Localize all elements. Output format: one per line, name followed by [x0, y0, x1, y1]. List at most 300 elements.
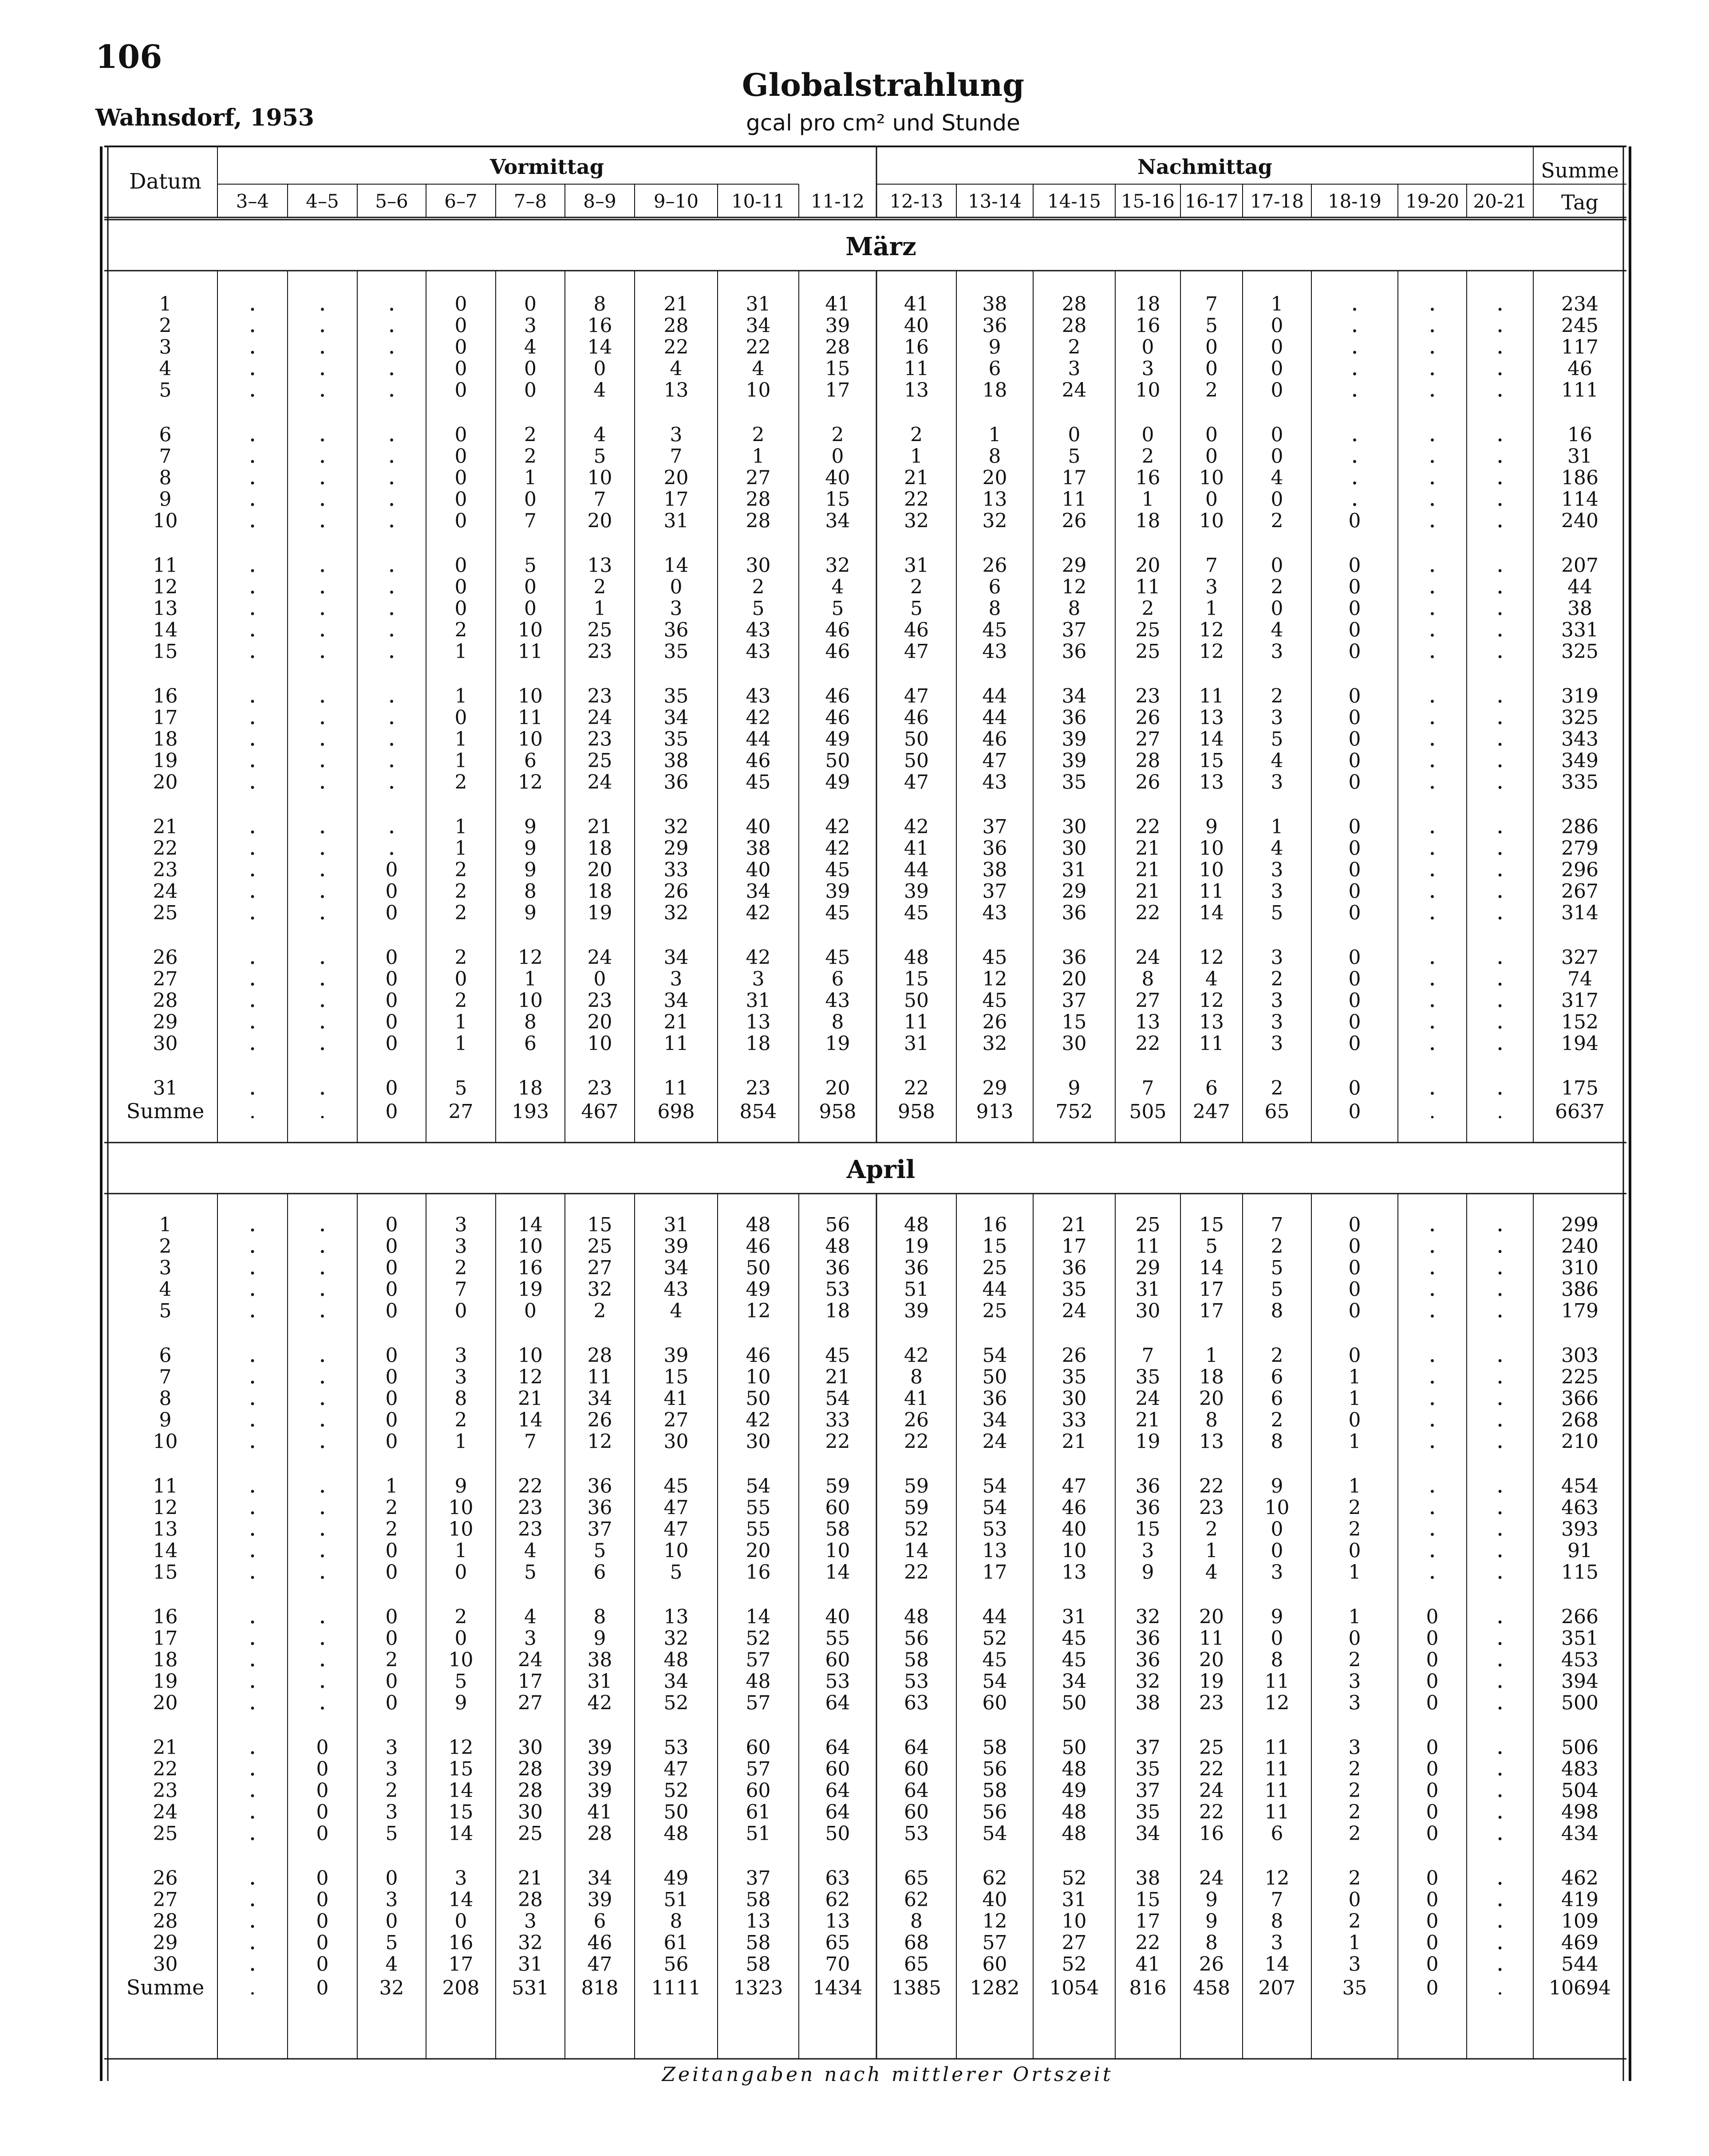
- hourly-value: 4: [670, 1300, 683, 1322]
- day-label: 25: [153, 902, 178, 924]
- hourly-value: 6: [988, 575, 1001, 599]
- hourly-value: .: [249, 354, 257, 381]
- hourly-value: 36: [982, 1387, 1007, 1410]
- hourly-value: 1: [1205, 1344, 1218, 1367]
- hourly-sum: .: [1497, 1977, 1503, 1999]
- hourly-value: 0: [385, 1561, 398, 1584]
- hourly-value: 70: [825, 1953, 850, 1976]
- hourly-value: 0: [316, 1931, 329, 1954]
- hourly-value: .: [1496, 834, 1504, 861]
- hourly-value: 20: [746, 1539, 771, 1562]
- hourly-value: 0: [670, 575, 683, 599]
- hourly-value: 2: [831, 423, 844, 446]
- hourly-value: .: [319, 1210, 326, 1237]
- hourly-value: 35: [1135, 1801, 1160, 1824]
- hourly-value: 12: [448, 1736, 474, 1759]
- hourly-value: 13: [825, 1910, 850, 1933]
- hourly-value: 42: [746, 902, 771, 924]
- hourly-value: 48: [663, 1648, 689, 1671]
- hourly-value: 0: [1348, 968, 1361, 990]
- hourly-value: 9: [454, 1691, 467, 1715]
- hourly-value: .: [1496, 485, 1504, 512]
- hourly-value: 32: [587, 1278, 612, 1301]
- hourly-value: .: [1496, 506, 1504, 533]
- hourly-value: 10: [518, 685, 543, 708]
- hourly-value: 34: [982, 1409, 1007, 1431]
- hourly-value: 1: [524, 968, 537, 990]
- hourly-value: .: [249, 1885, 257, 1912]
- hourly-value: 35: [663, 685, 689, 708]
- hourly-value: 5: [454, 1670, 467, 1693]
- hourly-value: 30: [518, 1736, 543, 1759]
- hourly-value: .: [1429, 877, 1436, 904]
- day-label: 30: [153, 1953, 178, 1976]
- hourly-value: 0: [454, 445, 467, 468]
- hourly-value: .: [319, 1008, 326, 1034]
- hourly-value: 10: [746, 1366, 771, 1388]
- hourly-value: 2: [1348, 1867, 1361, 1890]
- hourly-value: 31: [663, 509, 689, 532]
- hourly-value: 0: [385, 1605, 398, 1628]
- hourly-value: 17: [1199, 1278, 1224, 1301]
- hourly-value: .: [1429, 551, 1436, 578]
- day-total: 186: [1561, 466, 1598, 489]
- hourly-value: 0: [1141, 336, 1154, 359]
- hourly-value: .: [1429, 376, 1436, 402]
- hourly-value: 0: [316, 1953, 329, 1976]
- hourly-value: .: [1496, 1363, 1504, 1389]
- hourly-value: .: [1496, 1074, 1504, 1100]
- hourly-value: 4: [752, 357, 765, 380]
- hourly-value: 27: [1135, 728, 1160, 751]
- hourly-value: 11: [663, 1077, 689, 1100]
- hourly-value: 22: [746, 336, 771, 359]
- hourly-value: 21: [1062, 1430, 1087, 1453]
- hourly-value: 36: [1135, 1648, 1160, 1671]
- hourly-value: 54: [982, 1822, 1007, 1845]
- hourly-value: 39: [1062, 749, 1087, 772]
- hourly-value: 13: [587, 554, 612, 577]
- hourly-sum: 193: [512, 1100, 549, 1123]
- hourly-value: 43: [982, 771, 1007, 794]
- hourly-value: 9: [593, 1627, 606, 1650]
- hourly-value: 10: [1199, 509, 1224, 532]
- hourly-value: 7: [1141, 1077, 1154, 1100]
- hourly-value: 10: [1199, 466, 1224, 489]
- hourly-value: 13: [1062, 1561, 1087, 1584]
- hourly-value: 36: [982, 837, 1007, 860]
- hourly-value: 49: [746, 1278, 771, 1301]
- hourly-value: .: [1496, 463, 1504, 490]
- hourly-value: 46: [587, 1931, 612, 1954]
- day-total: 319: [1561, 685, 1598, 708]
- hour-header: 13-14: [967, 190, 1022, 212]
- summe-header: Summe: [1541, 158, 1619, 182]
- hourly-value: 11: [518, 640, 543, 663]
- hourly-value: .: [1496, 1645, 1504, 1672]
- hourly-value: .: [319, 1493, 326, 1520]
- hourly-value: 6: [1205, 1077, 1218, 1100]
- hourly-value: .: [1496, 376, 1504, 402]
- day-label: 11: [153, 1475, 178, 1498]
- hourly-value: 35: [1062, 1366, 1087, 1388]
- hourly-value: 42: [746, 946, 771, 969]
- hourly-value: 3: [1348, 1670, 1361, 1693]
- hourly-value: 4: [524, 1605, 537, 1628]
- hourly-value: 5: [752, 597, 765, 620]
- hourly-sum: 0: [1348, 1100, 1361, 1123]
- hourly-value: 31: [746, 989, 771, 1012]
- hourly-value: 34: [1062, 685, 1087, 708]
- hourly-value: 26: [1135, 706, 1160, 729]
- hourly-value: 55: [746, 1496, 771, 1519]
- day-total: 325: [1561, 706, 1598, 729]
- hourly-value: .: [1496, 637, 1504, 664]
- hourly-value: 34: [746, 880, 771, 903]
- hourly-value: .: [249, 1275, 257, 1302]
- hourly-value: 50: [904, 728, 929, 751]
- hourly-value: 0: [454, 488, 467, 511]
- hourly-value: 10: [448, 1648, 474, 1671]
- hourly-value: 4: [1271, 619, 1283, 642]
- hourly-value: 9: [524, 837, 537, 860]
- hourly-value: 3: [1068, 357, 1081, 380]
- hourly-value: 10: [825, 1539, 850, 1562]
- hourly-value: 0: [1348, 1888, 1361, 1911]
- hourly-value: 53: [825, 1670, 850, 1693]
- day-total: 366: [1561, 1387, 1598, 1410]
- hourly-value: 1: [593, 597, 606, 620]
- hourly-value: 12: [982, 1910, 1007, 1933]
- hourly-value: 45: [982, 989, 1007, 1012]
- hourly-value: .: [249, 637, 257, 664]
- hourly-value: 25: [518, 1822, 543, 1845]
- hourly-sum: 467: [581, 1100, 619, 1123]
- hourly-value: 0: [385, 1539, 398, 1562]
- hourly-value: 30: [746, 554, 771, 577]
- hourly-value: 36: [663, 771, 689, 794]
- day-total: 225: [1561, 1366, 1598, 1388]
- hourly-value: 52: [904, 1518, 929, 1541]
- hourly-value: 2: [1348, 1758, 1361, 1781]
- hourly-value: 22: [1199, 1758, 1224, 1781]
- hourly-value: 3: [454, 1235, 467, 1258]
- hourly-value: 52: [1062, 1953, 1087, 1976]
- hourly-value: 65: [904, 1953, 929, 1976]
- hourly-value: 13: [1199, 1011, 1224, 1033]
- hourly-value: 0: [454, 575, 467, 599]
- hourly-value: .: [1496, 877, 1504, 904]
- hourly-value: .: [319, 1515, 326, 1541]
- hourly-value: 18: [746, 1032, 771, 1055]
- hourly-value: .: [249, 1253, 257, 1280]
- hourly-value: 15: [1135, 1518, 1160, 1541]
- hourly-value: 15: [1199, 1214, 1224, 1236]
- day-label: 2: [159, 314, 172, 337]
- hourly-value: .: [249, 1472, 257, 1498]
- hourly-value: .: [319, 290, 326, 316]
- hourly-value: .: [319, 1427, 326, 1454]
- hourly-value: .: [1496, 354, 1504, 381]
- day-label: 27: [153, 968, 178, 990]
- hourly-sum: 913: [976, 1100, 1014, 1123]
- hourly-value: 32: [663, 816, 689, 838]
- hourly-value: 9: [1205, 816, 1218, 838]
- hourly-value: 33: [1062, 1409, 1087, 1431]
- hourly-value: 0: [1348, 1011, 1361, 1033]
- hourly-value: 0: [1271, 488, 1283, 511]
- hourly-value: 0: [1426, 1758, 1439, 1781]
- hourly-value: 0: [454, 1561, 467, 1584]
- hourly-value: .: [319, 572, 326, 599]
- nachmittag-header: Nachmittag: [1137, 155, 1272, 179]
- hourly-value: .: [1496, 1232, 1504, 1259]
- hourly-value: 2: [385, 1648, 398, 1671]
- day-label: 4: [159, 1278, 172, 1301]
- hourly-value: .: [1429, 485, 1436, 512]
- hourly-value: 56: [982, 1758, 1007, 1781]
- hourly-value: 2: [1348, 1779, 1361, 1802]
- hourly-value: 6: [1271, 1387, 1283, 1410]
- hourly-value: 21: [1135, 1409, 1160, 1431]
- hourly-value: 19: [1199, 1670, 1224, 1693]
- hourly-value: 8: [1205, 1409, 1218, 1431]
- hourly-sum: 958: [819, 1100, 856, 1123]
- hourly-value: .: [388, 551, 395, 578]
- hourly-value: .: [249, 1341, 257, 1368]
- hourly-value: 0: [385, 880, 398, 903]
- hourly-value: 58: [746, 1888, 771, 1911]
- hourly-value: 60: [825, 1496, 850, 1519]
- hourly-value: 44: [746, 728, 771, 751]
- hourly-sum: 207: [1258, 1977, 1296, 1999]
- hourly-value: 6: [524, 749, 537, 772]
- day-total: 498: [1561, 1801, 1598, 1824]
- hourly-value: 41: [825, 293, 850, 315]
- hourly-value: 44: [904, 859, 929, 881]
- hourly-value: 54: [982, 1475, 1007, 1498]
- hourly-sum: 1385: [892, 1977, 941, 1999]
- hourly-value: 48: [1062, 1758, 1087, 1781]
- day-total: 240: [1561, 1235, 1598, 1258]
- hourly-value: 49: [825, 771, 850, 794]
- hourly-value: 68: [904, 1931, 929, 1954]
- hourly-value: 20: [1199, 1605, 1224, 1628]
- hourly-value: 34: [1135, 1822, 1160, 1845]
- hourly-value: 11: [1135, 575, 1160, 599]
- hourly-value: 2: [385, 1779, 398, 1802]
- hourly-sum: 27: [448, 1100, 474, 1123]
- hourly-value: 50: [1062, 1691, 1087, 1715]
- hourly-value: 16: [518, 1257, 543, 1279]
- hourly-value: 59: [904, 1475, 929, 1498]
- hourly-value: .: [319, 506, 326, 533]
- hourly-value: 0: [316, 1867, 329, 1890]
- hourly-sum: 1282: [970, 1977, 1020, 1999]
- page-subtitle: gcal pro cm² und Stunde: [746, 110, 1020, 136]
- hourly-value: 2: [1348, 1910, 1361, 1933]
- hourly-value: 7: [1271, 1214, 1283, 1236]
- hourly-value: 9: [1205, 1910, 1218, 1933]
- day-total: 46: [1567, 357, 1592, 380]
- hourly-value: 42: [825, 816, 850, 838]
- hourly-value: .: [1496, 768, 1504, 795]
- hourly-value: 30: [746, 1430, 771, 1453]
- hourly-value: 58: [982, 1736, 1007, 1759]
- hourly-value: 58: [825, 1518, 850, 1541]
- hourly-value: 3: [1141, 1539, 1154, 1562]
- hourly-value: .: [1429, 1363, 1436, 1389]
- hourly-value: 53: [825, 1278, 850, 1301]
- hourly-value: 36: [1062, 640, 1087, 663]
- day-total: 179: [1561, 1300, 1598, 1322]
- hourly-value: 14: [1264, 1953, 1290, 1976]
- hourly-sum: 698: [657, 1100, 695, 1123]
- hourly-value: 0: [385, 1344, 398, 1367]
- hourly-value: 2: [524, 445, 537, 468]
- hourly-value: 3: [1271, 880, 1283, 903]
- hourly-value: 36: [587, 1496, 612, 1519]
- hourly-value: .: [388, 376, 395, 402]
- hourly-value: 18: [1199, 1366, 1224, 1388]
- hourly-value: 0: [1271, 1627, 1283, 1650]
- hourly-value: 0: [385, 1214, 398, 1236]
- hourly-value: 12: [1199, 946, 1224, 969]
- hourly-value: 0: [1271, 554, 1283, 577]
- hourly-value: 13: [1135, 1011, 1160, 1033]
- hourly-value: 46: [746, 1235, 771, 1258]
- hourly-value: 60: [982, 1691, 1007, 1715]
- hourly-value: 14: [1199, 902, 1224, 924]
- hourly-value: 14: [663, 554, 689, 577]
- hourly-value: .: [319, 1667, 326, 1694]
- day-total: 44: [1567, 575, 1592, 599]
- hourly-value: .: [1429, 1341, 1436, 1368]
- hourly-value: 7: [524, 509, 537, 532]
- hourly-value: 0: [454, 293, 467, 315]
- day-label: 2: [159, 1235, 172, 1258]
- hourly-value: .: [1496, 1688, 1504, 1715]
- hourly-value: 0: [1271, 336, 1283, 359]
- day-label: 9: [159, 1409, 172, 1431]
- day-total: 394: [1561, 1670, 1598, 1693]
- hourly-value: .: [1429, 333, 1436, 359]
- day-label: 20: [153, 771, 178, 794]
- hourly-value: 0: [1348, 1300, 1361, 1322]
- hourly-value: 1: [454, 728, 467, 751]
- hourly-value: 2: [385, 1496, 398, 1519]
- hourly-value: 48: [746, 1214, 771, 1236]
- hourly-value: 8: [1271, 1910, 1283, 1933]
- hourly-value: 37: [746, 1867, 771, 1890]
- hourly-value: 0: [831, 445, 844, 468]
- hourly-value: 35: [1062, 771, 1087, 794]
- hourly-value: .: [249, 1645, 257, 1672]
- hourly-value: 26: [1062, 1344, 1087, 1367]
- hourly-value: .: [249, 1074, 257, 1100]
- hourly-value: 10: [448, 1518, 474, 1541]
- hourly-value: 0: [454, 706, 467, 729]
- hourly-value: 11: [1135, 1235, 1160, 1258]
- day-label: 10: [153, 509, 178, 532]
- hourly-value: 0: [1205, 423, 1218, 446]
- hourly-value: 45: [825, 1344, 850, 1367]
- day-label: 15: [153, 1561, 178, 1584]
- hour-header: 12-13: [889, 190, 943, 212]
- hourly-value: .: [388, 354, 395, 381]
- hourly-value: 34: [587, 1387, 612, 1410]
- hourly-value: 45: [1062, 1648, 1087, 1671]
- hourly-value: 0: [1426, 1605, 1439, 1628]
- hourly-value: 1: [1271, 816, 1283, 838]
- hourly-value: 29: [1062, 880, 1087, 903]
- hourly-value: 18: [982, 379, 1007, 402]
- hourly-value: 11: [1199, 1627, 1224, 1650]
- day-label: 22: [153, 837, 178, 860]
- hourly-value: 0: [1205, 488, 1218, 511]
- hourly-value: 21: [825, 1366, 850, 1388]
- hourly-value: .: [1496, 682, 1504, 709]
- hourly-value: 22: [904, 488, 929, 511]
- hourly-value: .: [1496, 1029, 1504, 1056]
- hourly-value: 41: [587, 1801, 612, 1824]
- hourly-value: 17: [448, 1953, 474, 1976]
- hourly-value: .: [319, 1341, 326, 1368]
- hourly-value: 0: [1426, 1736, 1439, 1759]
- day-label: 17: [153, 706, 178, 729]
- hourly-value: 21: [518, 1867, 543, 1890]
- hourly-value: 0: [1348, 749, 1361, 772]
- hourly-value: .: [319, 1297, 326, 1323]
- hourly-value: .: [319, 1029, 326, 1056]
- hourly-value: 2: [593, 575, 606, 599]
- hourly-value: 3: [1271, 859, 1283, 881]
- hourly-value: 22: [904, 1561, 929, 1584]
- hourly-value: 9: [988, 336, 1001, 359]
- hourly-value: 45: [825, 859, 850, 881]
- hourly-value: .: [1496, 1558, 1504, 1584]
- hour-header: 3–4: [236, 190, 269, 212]
- hourly-value: 29: [1135, 1257, 1160, 1279]
- hourly-value: .: [1429, 572, 1436, 599]
- hourly-value: 21: [663, 1011, 689, 1033]
- hourly-value: .: [1496, 572, 1504, 599]
- hourly-value: 32: [982, 1032, 1007, 1055]
- hourly-value: 13: [1199, 771, 1224, 794]
- hourly-value: 53: [982, 1518, 1007, 1541]
- hourly-value: 44: [982, 685, 1007, 708]
- hourly-value: 0: [1348, 1214, 1361, 1236]
- hourly-value: 0: [1348, 859, 1361, 881]
- hourly-value: 3: [385, 1888, 398, 1911]
- hourly-value: 0: [1348, 509, 1361, 532]
- hourly-value: 0: [385, 902, 398, 924]
- hourly-value: .: [1429, 1210, 1436, 1237]
- hourly-value: 0: [454, 1910, 467, 1933]
- hourly-value: 0: [1068, 423, 1081, 446]
- hourly-value: 0: [1348, 1627, 1361, 1650]
- hourly-value: 0: [1271, 445, 1283, 468]
- hourly-value: 0: [385, 1387, 398, 1410]
- hourly-value: .: [1496, 812, 1504, 839]
- hourly-value: 61: [746, 1801, 771, 1824]
- hourly-value: 54: [825, 1387, 850, 1410]
- hourly-value: 60: [746, 1736, 771, 1759]
- hourly-value: .: [249, 1688, 257, 1715]
- hourly-value: 3: [1348, 1736, 1361, 1759]
- hourly-value: 0: [1271, 423, 1283, 446]
- hourly-value: .: [1496, 986, 1504, 1013]
